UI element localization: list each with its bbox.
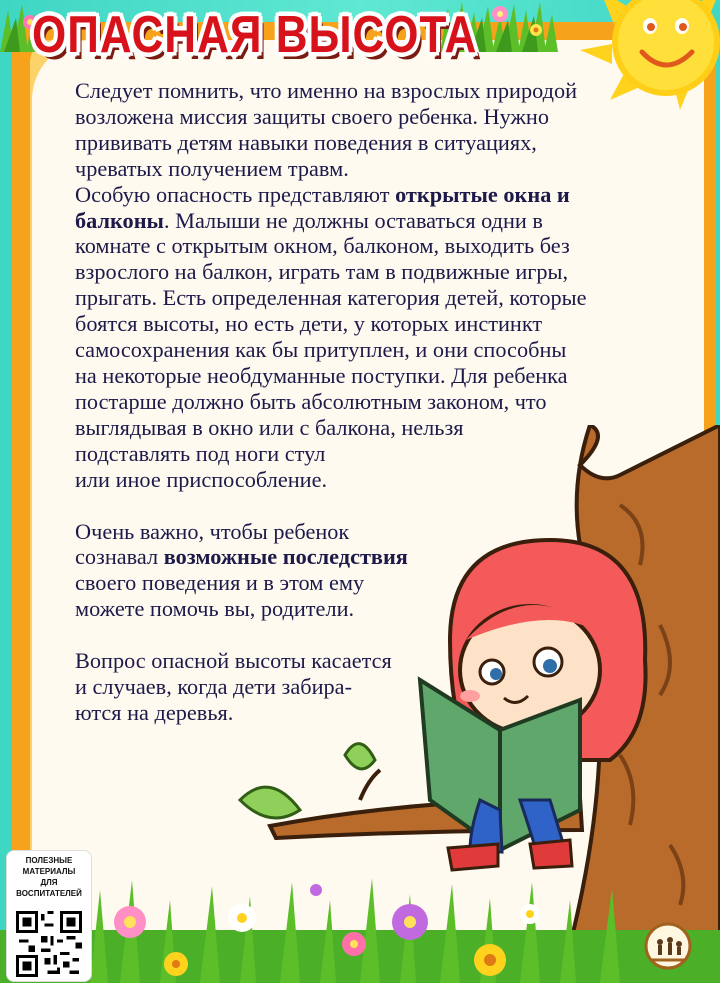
text-line: Очень важно, чтобы ребенок (75, 518, 350, 544)
text-line: своего поведения и в этом ему (75, 570, 365, 596)
emphasis-text: открытые окна и (395, 181, 570, 207)
text-line: прыгать. Есть определенная категория детей, которые (75, 285, 587, 311)
qr-caption-line: МАТЕРИАЛЫ (22, 867, 76, 876)
logo-icon (640, 920, 696, 970)
emphasis-text: балконы (75, 207, 164, 233)
qr-panel (6, 850, 92, 982)
text-line: взрослого на балкон, играть там в подвижные игры, (75, 259, 569, 285)
text-line: подставлять под ноги стул (75, 440, 326, 466)
text-line: чреватых получением травм. (75, 155, 349, 181)
text-line: и случаев, когда дети забира- (75, 674, 353, 700)
text-line: Вопрос опасной высоты касается (75, 648, 392, 674)
text-line: на некоторые необдуманные поступки. Для ребенка (75, 362, 568, 388)
text-line: самосохранения как бы притуплен, и они способны (75, 337, 567, 363)
text-line: Следует помнить, что именно на взрослых природой (75, 78, 578, 103)
qr-caption-line: ПОЛЕЗНЫЕ (25, 856, 73, 865)
text-line: ются на деревья. (75, 699, 234, 725)
girl-reading-illustration (230, 530, 660, 890)
flowers-icon (0, 860, 720, 983)
emphasis-text: возможные последствия (163, 544, 408, 570)
text-line: прививать детям навыки поведения в ситуациях, (75, 129, 537, 155)
text-line: постарше должно быть абсолютным законом, что (75, 388, 547, 414)
text-line: сознавал (75, 544, 164, 570)
text-line: боятся высоты, но есть дети, у которых инстинкт (75, 311, 543, 337)
text-line: или иное приспособление. (75, 466, 328, 492)
text-line: выглядывая в окно или с балкона, нельзя (75, 414, 464, 440)
qr-code[interactable] (16, 911, 82, 977)
text-line: Особую опасность представляют (75, 181, 396, 207)
qr-caption-line: ДЛЯ (40, 878, 58, 887)
text-line: . Малыши не должны оставаться одни в (163, 207, 543, 233)
page-title: ОПАСНАЯ ВЫСОТА (32, 6, 478, 64)
text-line: возложена миссия защиты своего ребенка. Нужно (75, 103, 549, 129)
qr-caption (7, 855, 91, 899)
text-line: можете помочь вы, родители. (75, 596, 355, 622)
text-line: комнате с открытым окном, балконом, выходить без (75, 233, 570, 259)
qr-caption-line: ВОСПИТАТЕЛЕЙ (16, 889, 82, 898)
paragraph-1 (75, 78, 655, 182)
title-banner (32, 6, 478, 74)
